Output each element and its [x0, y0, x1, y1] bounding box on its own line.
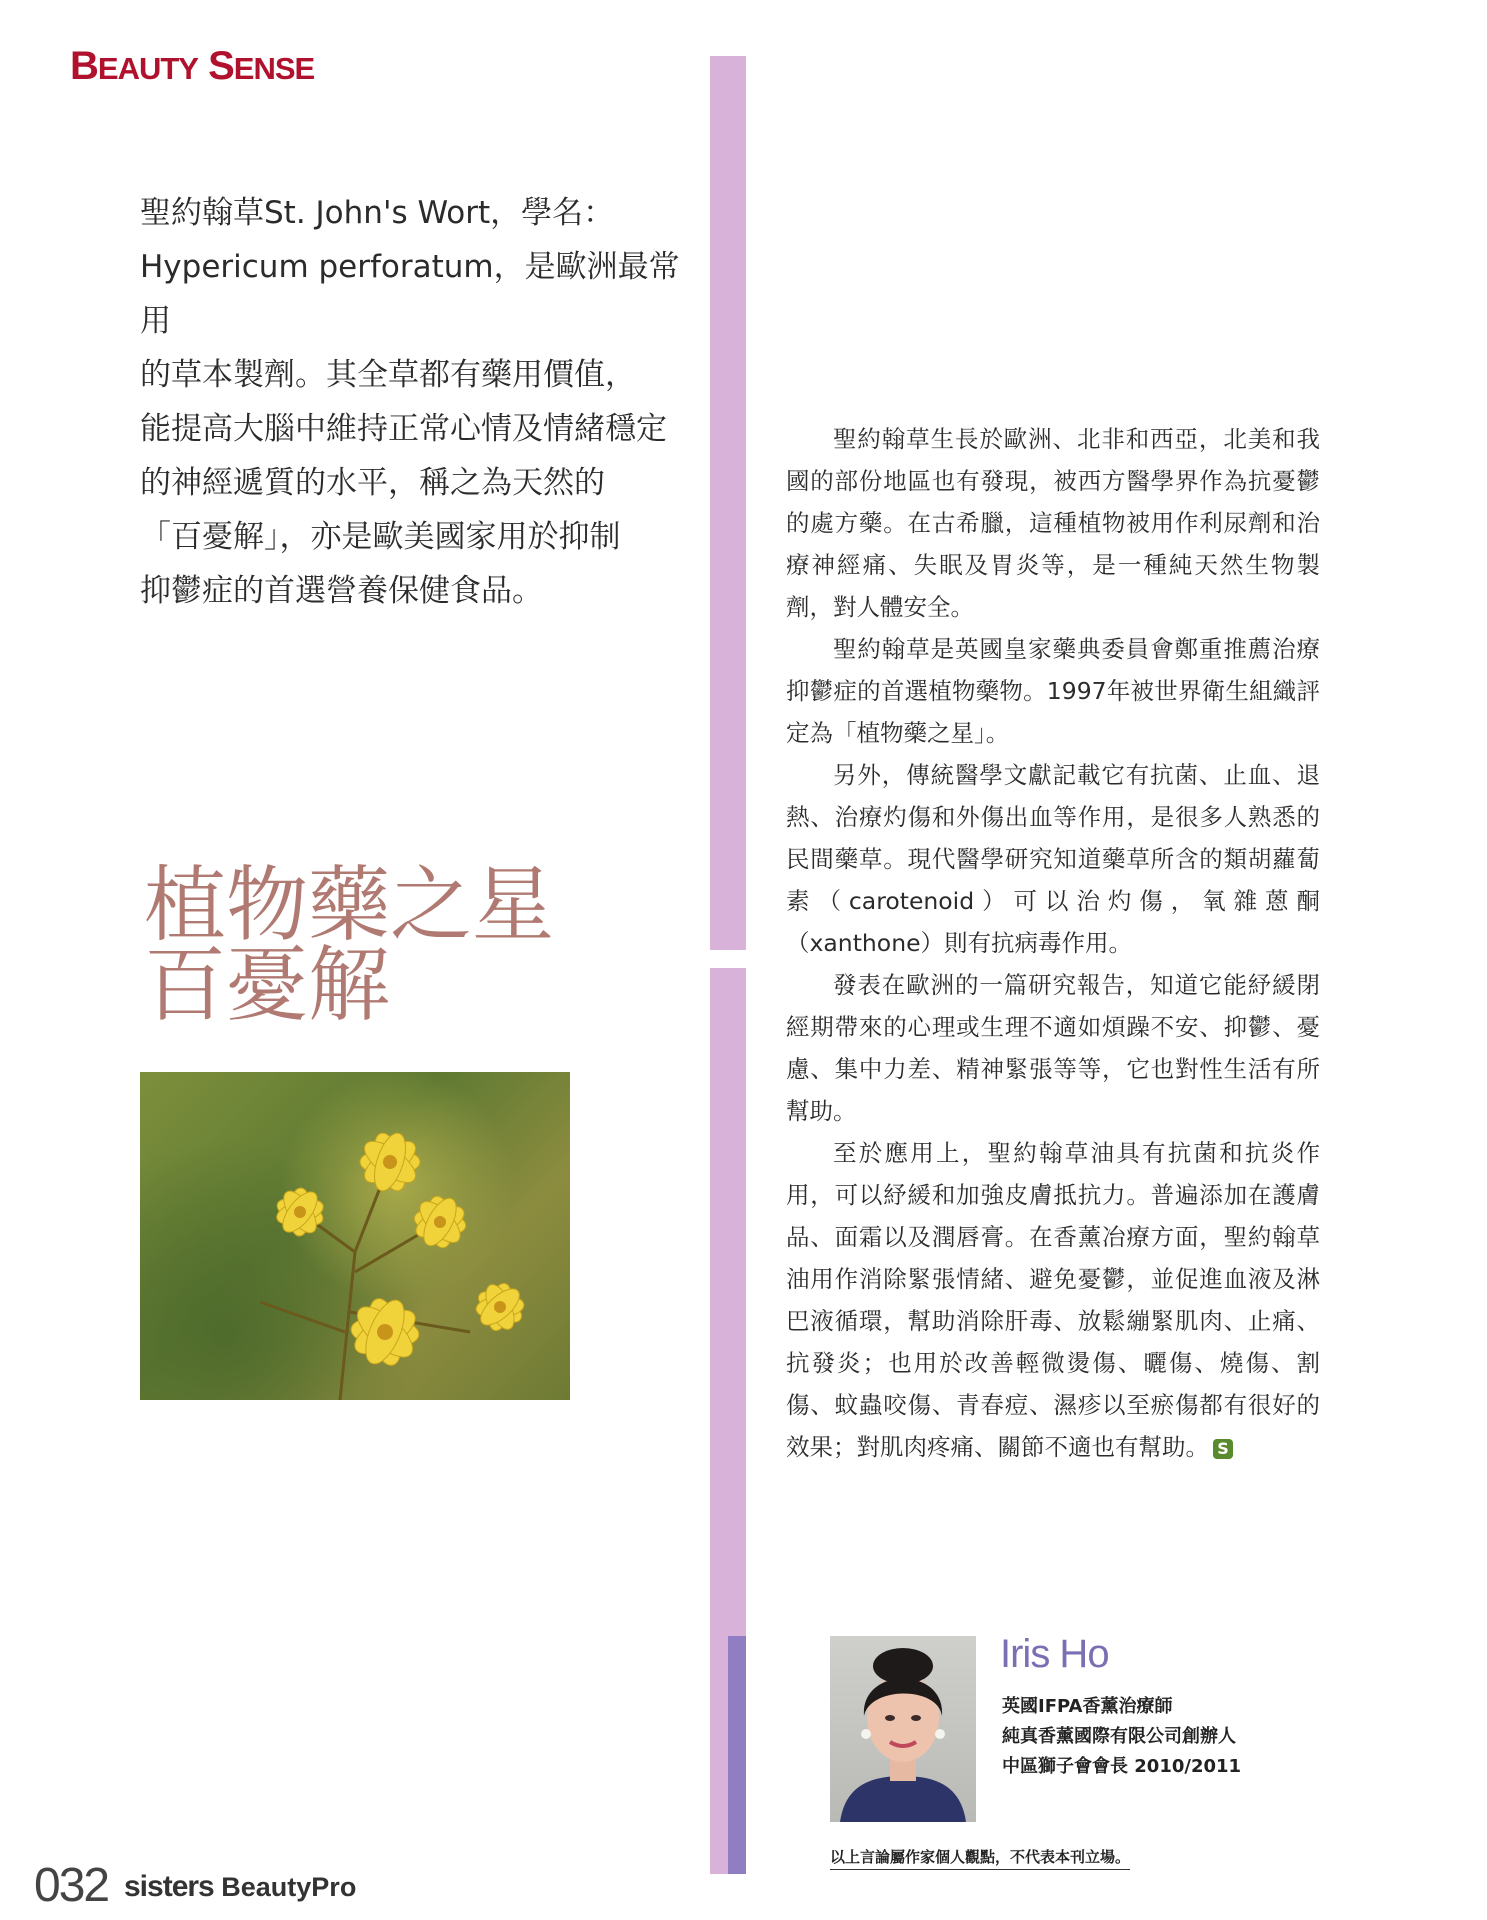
headline-line-1: 植物藥之星: [144, 858, 555, 953]
page-number: 032: [34, 1859, 109, 1912]
intro-line: 「百憂解」，亦是歐美國家用於抑制: [140, 519, 621, 555]
section-rest-1: EAUTY: [97, 51, 198, 86]
body-paragraph-last: [786, 1132, 1320, 1468]
end-of-article-icon: S: [1213, 1439, 1233, 1459]
brand-sub: BeautyPro: [221, 1872, 357, 1902]
body-paragraph-text: 至於應用上，聖約翰草油具有抗菌和抗炎作用，可以紓緩和加強皮膚抵抗力。普遍添加在護膚品、面霜以及潤唇膏。在香薰冶療方面，聖約翰草油用作消除緊張情緒、避免憂鬱，並促進血液及淋巴液循環，幫助消除肝毒、放鬆繃緊肌肉、止痛、抗發炎；也用於改善輕微燙傷、曬傷、燒傷、割傷、蚊蟲咬傷、青春痘、濕疹以至瘀傷都有很好的效果；對肌肉疼痛、關節不適也有幫助。: [786, 1139, 1320, 1461]
disclaimer: 以上言論屬作家個人觀點，不代表本刊立場。: [830, 1846, 1130, 1870]
author-portrait: [830, 1636, 976, 1822]
author-credential-line: 英國IFPA香薰治療師: [1002, 1696, 1173, 1717]
section-rest-2: ENSE: [233, 51, 315, 86]
intro-line: 抑鬱症的首選營養保健食品。: [140, 573, 543, 609]
magazine-brand: [124, 1870, 356, 1904]
author-credentials: [1002, 1692, 1241, 1782]
intro-line: 的草本製劑。其全草都有藥用價值，: [140, 357, 636, 393]
brand-main: sisters: [124, 1870, 214, 1903]
article-headline: [144, 858, 555, 1033]
section-label: [70, 44, 314, 89]
intro-line: 聖約翰草St. John's Wort，學名：: [140, 195, 615, 231]
divider-bar-top: [710, 56, 746, 950]
body-paragraph: 發表在歐洲的一篇研究報告，知道它能紓緩閉經期帶來的心理或生理不適如煩躁不安、抑鬱、憂慮、集中力差、精神緊張等等，它也對性生活有所幫助。: [786, 971, 1320, 1125]
st-johns-wort-flowers-illustration: [140, 1072, 570, 1400]
section-initial-2: S: [208, 44, 234, 88]
body-paragraph: 另外，傳統醫學文獻記載它有抗菌、止血、退熱、治療灼傷和外傷出血等作用，是很多人熟悉的民間藥草。現代醫學研究知道藥草所含的類胡蘿蔔素（carotenoid）可以治灼傷，氧雜蒽酮（xanthone）則有抗病毒作用。: [786, 761, 1320, 957]
intro-line: 的神經遞質的水平，稱之為天然的: [140, 465, 605, 501]
headline-line-2: 百憂解: [144, 938, 391, 1033]
body-paragraph: 聖約翰草生長於歐洲、北非和西亞，北美和我國的部份地區也有發現，被西方醫學界作為抗憂鬱的處方藥。在古希臘，這種植物被用作利尿劑和治療神經痛、失眠及胃炎等，是一種純天然生物製劑，對人體安全。: [786, 425, 1320, 621]
author-name: Iris Ho: [1000, 1632, 1109, 1676]
author-credential-line: 中區獅子會會長 2010/2011: [1002, 1756, 1242, 1777]
author-portrait-illustration: [830, 1636, 976, 1822]
article-body: [786, 418, 1320, 1468]
section-initial-1: B: [70, 44, 98, 88]
body-paragraph: 聖約翰草是英國皇家藥典委員會鄭重推薦治療抑鬱症的首選植物藥物。1997年被世界衛生組織評定為「植物藥之星」。: [786, 635, 1320, 747]
intro-paragraph: [140, 186, 680, 618]
intro-line: 能提高大腦中維持正常心情及情緒穩定: [140, 411, 667, 447]
author-credential-line: 純真香薰國際有限公司創辦人: [1002, 1726, 1236, 1747]
flower-photo: [140, 1072, 570, 1400]
divider-bar-accent: [728, 1636, 746, 1874]
intro-line: Hypericum perforatum，是歐洲最常用: [140, 249, 680, 339]
